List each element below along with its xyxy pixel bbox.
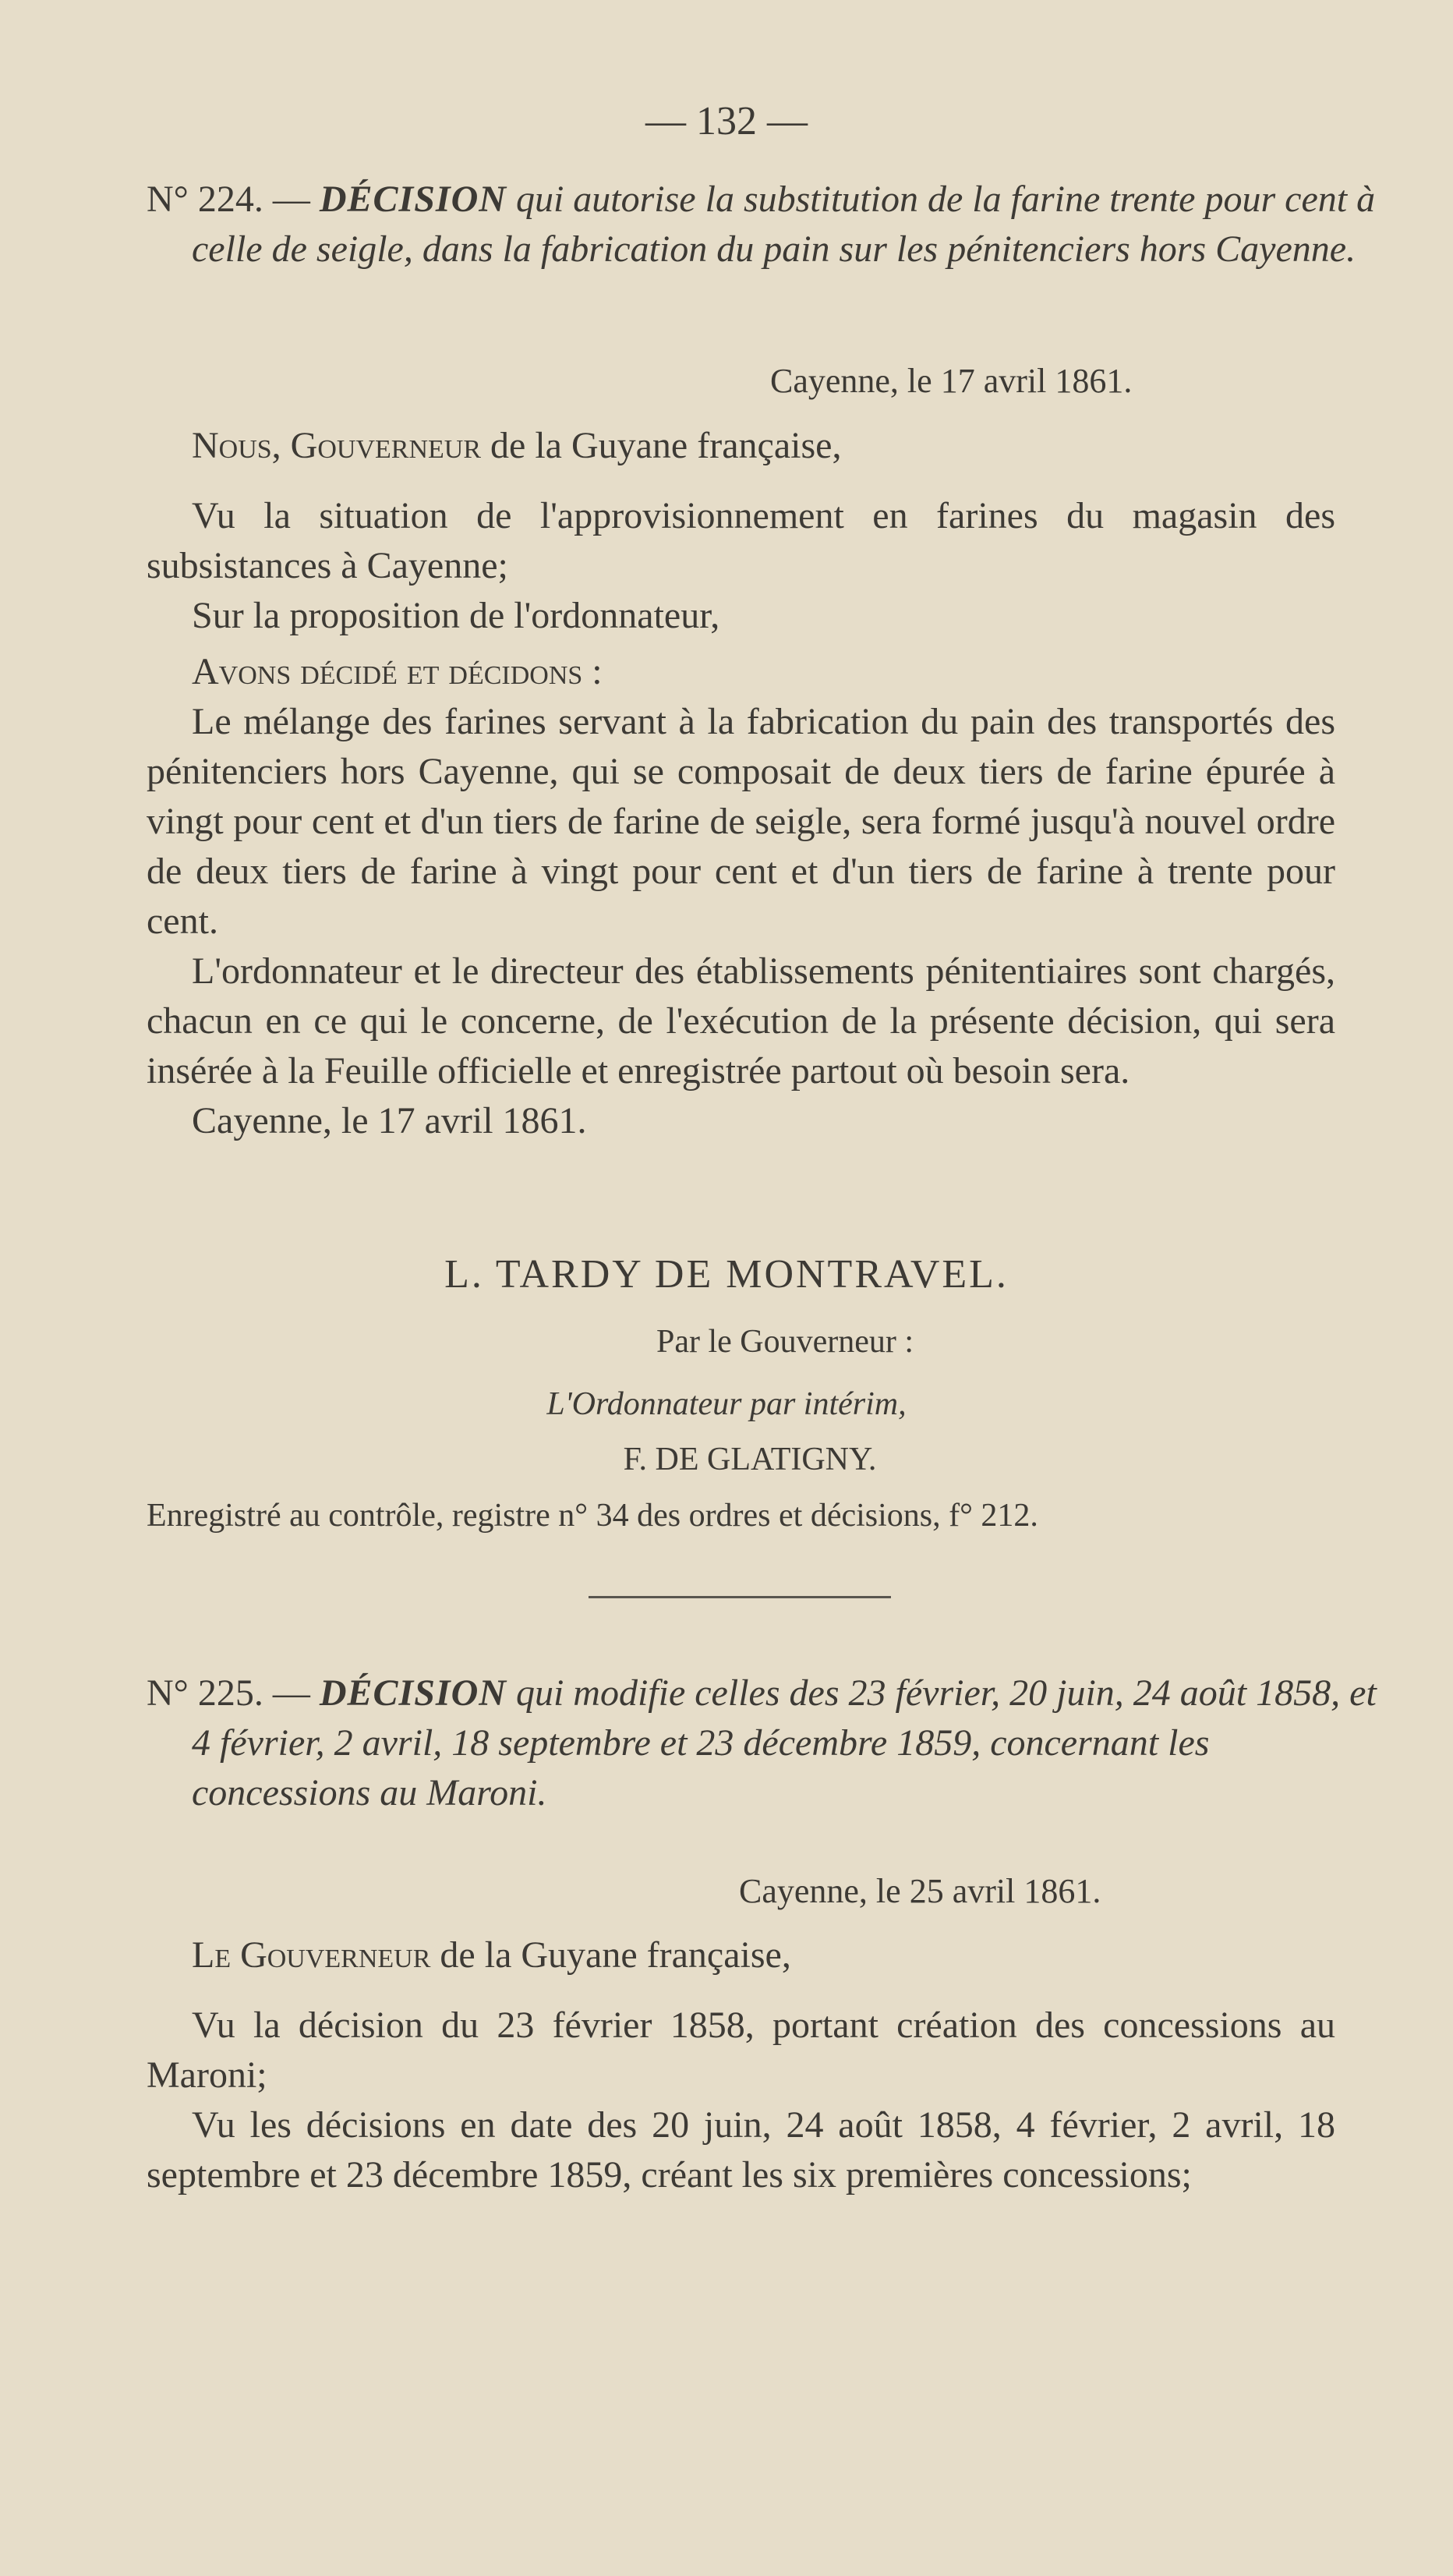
considerant-1: Vu la situation de l'approvisionnement en farines du magasin des subsistances à Cayenne;: [147, 495, 1335, 586]
decision-keyword: DÉCISION: [319, 1672, 507, 1714]
opening-line: [147, 1930, 1335, 1980]
avons-decide-text: Avons décidé et décidons :: [192, 651, 603, 692]
par-le-gouverneur: Par le Gouverneur :: [656, 1324, 914, 1360]
opening-authority: Le Gouverneur: [192, 1934, 431, 1976]
decision-224-body: [147, 421, 1335, 1146]
considerant-2: Vu les décisions en date des 20 juin, 24 août 1858, 4 février, 2 avril, 18 septembre et 23 décembre 1859, créant les six premières concessions;: [147, 2104, 1335, 2196]
ordonnateur-title: L'Ordonnateur par intérim,: [546, 1386, 907, 1422]
decision-225-dateline: Cayenne, le 25 avril 1861.: [739, 1872, 1101, 1910]
decision-number: N° 225. —: [147, 1672, 310, 1714]
body-paragraph-1: Le mélange des farines servant à la fabrication du pain des transportés des pénitenciers hors Cayenne, qui se composait de deux tiers de farine épurée à vingt pour cent et d'un tiers de farine de seigle, sera formé jusqu'à nouvel ordre de deux tiers de farine à vingt pour cent et d'un tiers de farine à trente pour cent.: [147, 701, 1335, 942]
decision-225-body: [147, 1930, 1335, 2200]
governor-signature: L. TARDY DE MONTRAVEL.: [444, 1252, 1009, 1297]
opening-rest: de la Guyane française,: [440, 1934, 791, 1976]
decision-title: qui modifie celles des 23 février, 20 juin, 24 août 1858, et 4 février, 2 avril, 18 septembre et 23 décembre 1859, concernant les concessions au Maroni.: [192, 1672, 1377, 1813]
section-divider: [589, 1596, 891, 1598]
registration-note: Enregistré au contrôle, registre n° 34 des ordres et décisions, f° 212.: [147, 1498, 1038, 1534]
decision-224-dateline: Cayenne, le 17 avril 1861.: [770, 362, 1133, 400]
decision-225-heading: [147, 1668, 1381, 1818]
decision-224-heading: [147, 175, 1381, 274]
closing-date: Cayenne, le 17 avril 1861.: [192, 1100, 587, 1141]
opening-line: [147, 421, 1335, 471]
countersignature: F. DE GLATIGNY.: [623, 1442, 877, 1477]
avons-decide: [147, 647, 1335, 697]
opening-rest: de la Guyane française,: [490, 425, 842, 466]
considerant-1: Vu la décision du 23 février 1858, portant création des concessions au Maroni;: [147, 2005, 1335, 2096]
body-paragraph-2: L'ordonnateur et le directeur des établissements pénitentiaires sont chargés, chacun en ce qui le concerne, de l'exécution de la présente décision, qui sera insérée à la Feuille officielle et enregistrée partout où besoin sera.: [147, 950, 1335, 1092]
page-number: — 132 —: [645, 99, 808, 143]
opening-authority: Nous, Gouverneur: [192, 425, 482, 466]
considerant-2: Sur la proposition de l'ordonnateur,: [192, 595, 720, 636]
decision-keyword: DÉCISION: [319, 179, 507, 220]
decision-number: N° 224. —: [147, 179, 310, 220]
decision-title: qui autorise la substitution de la farine trente pour cent à celle de seigle, dans la fabrication du pain sur les pénitenciers hors Cayenne.: [192, 179, 1376, 270]
